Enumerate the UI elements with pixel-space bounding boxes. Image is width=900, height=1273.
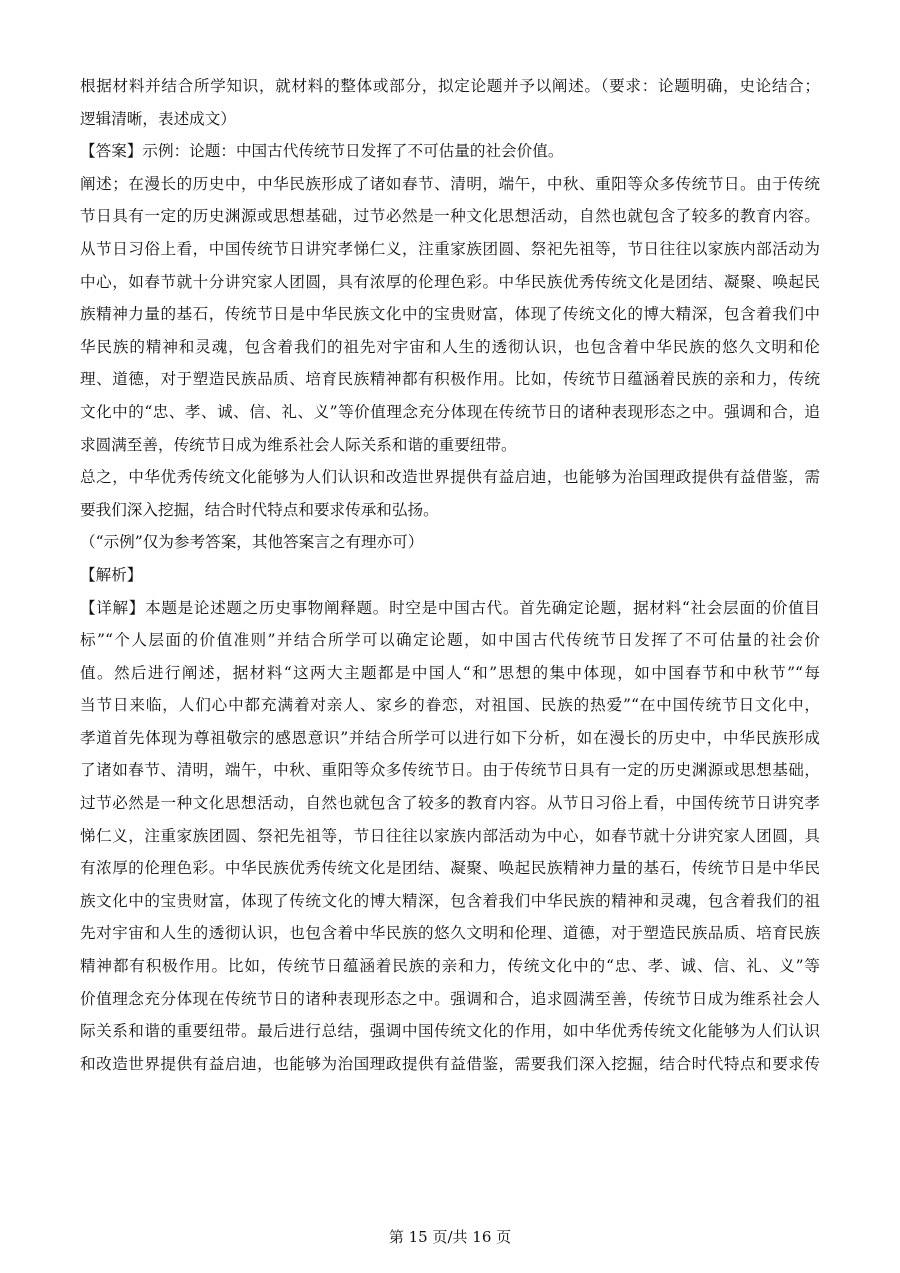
text-line: 节日具有一定的历史渊源或思想基础，过节必然是一种文化思想活动，自然也就包含了较多的教育内容。 <box>80 207 820 226</box>
text-line: 总之，中华优秀传统文化能够为人们认识和改造世界提供有益启迪，也能够为治国理政提供有益借鉴，需 <box>80 468 820 487</box>
text-line: 当节日来临，人们心中都充满着对亲人、家乡的眷恋，对祖国、民族的热爱”“在中国传统节日文化中， <box>80 696 820 715</box>
text-line: 和改造世界提供有益启迪，也能够为治国理政提供有益借鉴，需要我们深入挖掘，结合时代特点和要求传 <box>80 1054 820 1073</box>
text-line: 从节日习俗上看，中国传统节日讲究孝悌仁义，注重家族团圆、祭祀先祖等，节日往往以家族内部活动为 <box>80 239 820 258</box>
text-line: （“示例”仅为参考答案，其他答案言之有理亦可） <box>80 533 424 552</box>
text-line: 有浓厚的伦理色彩。中华民族优秀传统文化是团结、凝聚、唤起民族精神力量的基石，传统节日是中华民 <box>80 859 820 878</box>
text-line: 逻辑清晰，表述成文） <box>80 109 236 128</box>
text-line: 了诸如春节、清明，端午，中秋、重阳等众多传统节日。由于传统节日具有一定的历史渊源或思想基础， <box>80 761 820 780</box>
text-line: 要我们深入挖掘，结合时代特点和要求传承和弘扬。 <box>80 500 439 519</box>
text-line: 先对宇宙和人生的透彻认识，也包含着中华民族的悠久文明和伦理、道德，对于塑造民族品质、培育民族 <box>80 924 820 943</box>
text-line: 【详解】本题是论述题之历史事物阐释题。时空是中国古代。首先确定论题，据材料“社会层面的价值目 <box>80 598 820 617</box>
text-line: 值。然后进行阐述，据材料“这两大主题都是中国人“和”思想的集中体现，如中国春节和中秋节”“每 <box>80 663 820 682</box>
text-line: 族精神力量的基石，传统节日是中华民族文化中的宝贵财富，体现了传统文化的博大精深，包含着我们中 <box>80 305 820 324</box>
text-line: 过节必然是一种文化思想活动，自然也就包含了较多的教育内容。从节日习俗上看，中国传统节日讲究孝 <box>80 794 820 813</box>
text-line: 根据材料并结合所学知识，就材料的整体或部分，拟定论题并予以阐述。（要求：论题明确，史论结合； <box>80 77 820 95</box>
text-line: 族文化中的宝贵财富，体现了传统文化的博大精深，包含着我们中华民族的精神和灵魂，包含着我们的祖 <box>80 891 820 910</box>
text-line: 文化中的“忠、孝、诚、信、礼、义”等价值理念充分体现在传统节日的诸种表现形态之中。强调和合，追 <box>80 402 820 421</box>
text-line: 阐述；在漫长的历史中，中华民族形成了诸如春节、清明，端午，中秋、重阳等众多传统节日。由于传统 <box>80 174 820 193</box>
text-line: 中心，如春节就十分讲究家人团圆，具有浓厚的伦理色彩。中华民族优秀传统文化是团结、凝聚、唤起民 <box>80 272 820 291</box>
text-line: 精神都有积极作用。比如，传统节日蕴涵着民族的亲和力，传统文化中的“忠、孝、诚、信、礼、义”等 <box>80 957 820 976</box>
text-line: 【答案】示例：论题：中国古代传统节日发挥了不可估量的社会价值。 <box>80 142 564 161</box>
document-body <box>80 70 820 1080</box>
text-line: 价值理念充分体现在传统节日的诸种表现形态之中。强调和合，追求圆满至善，传统节日成为维系社会人 <box>80 989 820 1008</box>
text-line: 孝道首先体现为尊祖敬宗的感恩意识”并结合所学可以进行如下分析，如在漫长的历史中，中华民族形成 <box>80 728 820 747</box>
text-line: 际关系和谐的重要纽带。最后进行总结，强调中国传统文化的作用，如中华优秀传统文化能够为人们认识 <box>80 1022 820 1041</box>
text-line: 华民族的精神和灵魂，包含着我们的祖先对宇宙和人生的透彻认识，也包含着中华民族的悠久文明和伦 <box>80 337 820 356</box>
text-line: 悌仁义，注重家族团圆、祭祀先祖等，节日往往以家族内部活动为中心，如春节就十分讲究家人团圆，具 <box>80 826 820 845</box>
text-line: 【解析】 <box>80 565 143 584</box>
text-line: 理、道德，对于塑造民族品质、培育民族精神都有积极作用。比如，传统节日蕴涵着民族的亲和力，传统 <box>80 370 820 389</box>
page-number-label: 第 15 页/共 16 页 <box>388 1228 512 1246</box>
text-line: 求圆满至善，传统节日成为维系社会人际关系和谐的重要纽带。 <box>80 435 517 454</box>
text-line: 标”“个人层面的价值准则”并结合所学可以确定论题，如中国古代传统节日发挥了不可估量的社会价 <box>80 631 820 650</box>
page-footer <box>0 1226 900 1247</box>
